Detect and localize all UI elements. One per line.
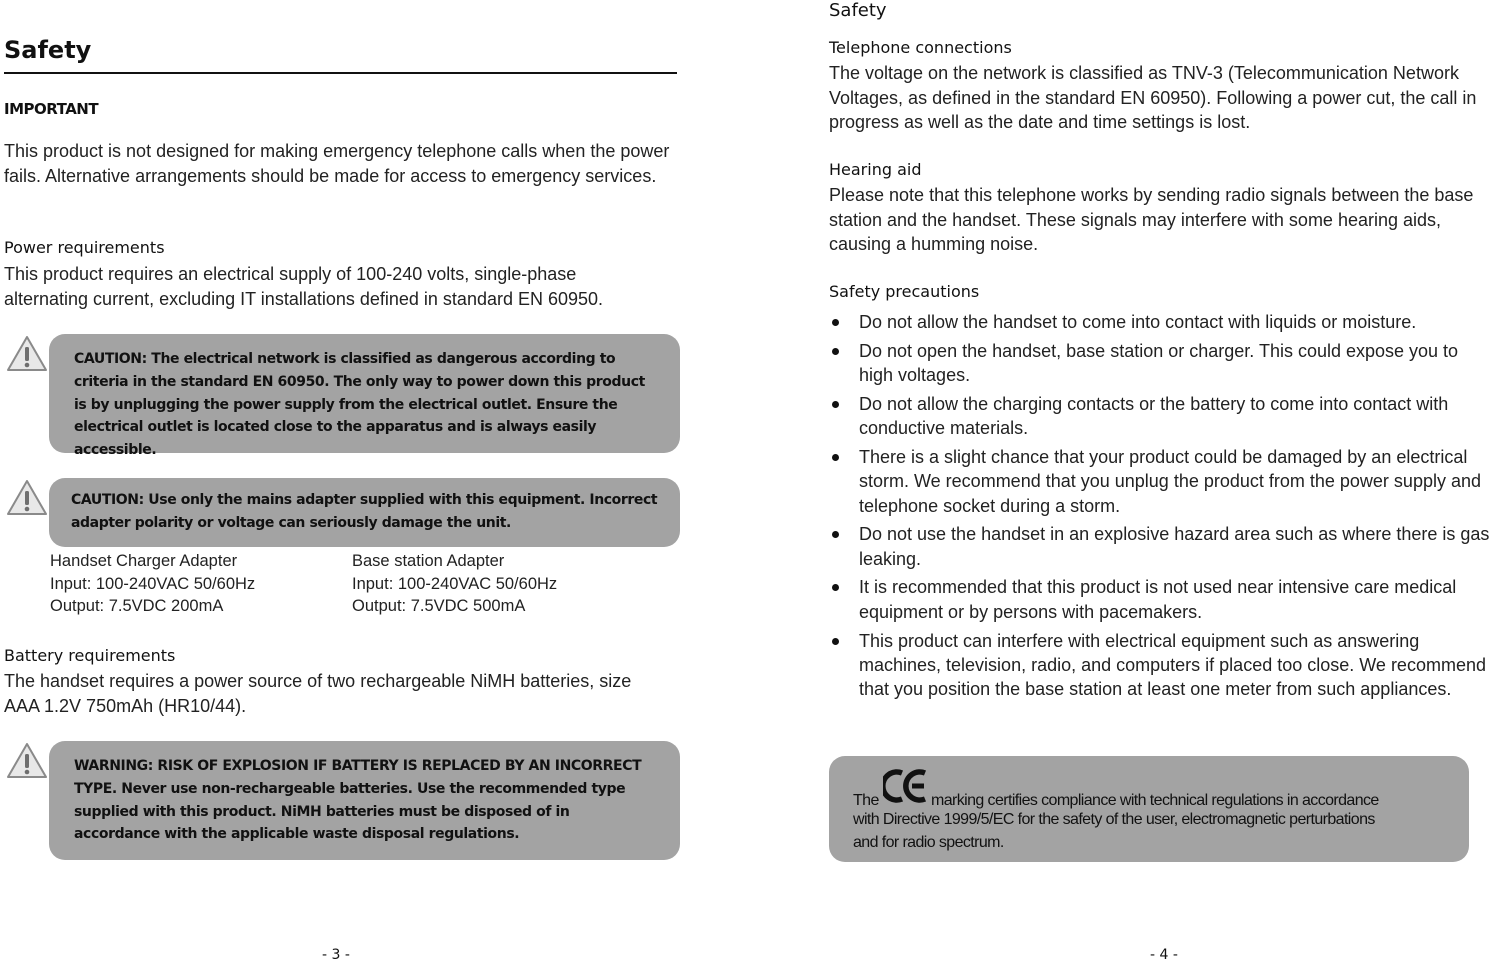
bullet-icon (832, 638, 839, 645)
list-item (830, 445, 1490, 518)
list-item (830, 392, 1490, 441)
list-item-text: There is a slight chance that your product could be damaged by an electrical storm. We recommend that you unplug the product from the power supply and telephone socket during a storm. (859, 446, 1481, 516)
battery-heading: Battery requirements (4, 646, 176, 665)
adapter-name: Base station Adapter (352, 552, 505, 570)
caution-text-1: CAUTION: The electrical network is classified as dangerous according to criteria in the standard EN 60950. The only way to power down this product is by unplugging the power supply from the electrical outlet. Ensure the electrical outlet is located close to the apparatus and is always easily accessible. (74, 351, 645, 459)
list-item (830, 310, 1490, 334)
list-item (830, 575, 1490, 624)
adapter-output: Output: 7.5VDC 200mA (50, 597, 224, 615)
telephone-heading: Telephone connections (829, 38, 1012, 57)
ce-line-1: marking certifies compliance with technical regulations in accordance (931, 792, 1379, 809)
handset-adapter-spec (50, 550, 340, 618)
warning-box (49, 741, 680, 860)
ce-compliance-box (829, 756, 1469, 862)
list-item (830, 629, 1490, 702)
caution-box-1 (49, 334, 680, 459)
bullet-icon (832, 531, 839, 538)
warning-text: WARNING: RISK OF EXPLOSION IF BATTERY IS REPLACED BY AN INCORRECT TYPE. Never use non-rechargeable batteries. Use the recommended type supplied with this product. NiMH batteries must be disposed of in accordance with the applicable waste disposal regulations. (74, 758, 642, 843)
list-item (830, 522, 1490, 571)
list-item-text: Do not allow the charging contacts or the battery to come into contact with conductive materials. (859, 393, 1449, 439)
ce-line-2: with Directive 1999/5/EC for the safety of the user, electromagnetic perturbations (853, 811, 1375, 828)
power-paragraph: This product requires an electrical supply of 100-240 volts, single-phase alternating current, excluding IT installations defined in standard EN 60950. (4, 264, 604, 309)
ce-line-3: and for radio spectrum. (853, 833, 1004, 851)
caution-box-2 (49, 478, 680, 547)
adapter-input: Input: 100-240VAC 50/60Hz (50, 574, 256, 593)
power-heading: Power requirements (4, 238, 165, 257)
list-item-text: This product can interfere with electrical equipment such as answering machines, television, radio, and computers if placed too close. We recommend that you position the base station at least one meter from such appliances. (859, 630, 1486, 700)
page-title: Safety (4, 36, 92, 64)
left-page (0, 0, 690, 962)
base-adapter-spec (352, 550, 652, 618)
hearing-heading: Hearing aid (829, 160, 922, 179)
title-rule (4, 72, 677, 74)
hearing-paragraph: Please note that this telephone works by sending radio signals between the base station and the handset. These signals may interfere with some hearing aids, causing a humming noise. (829, 185, 1474, 254)
precautions-list (830, 310, 1490, 706)
caution-text-2: CAUTION: Use only the mains adapter supplied with this equipment. Incorrect adapter polarity or voltage can seriously damage the unit. (71, 492, 658, 531)
list-item (830, 339, 1490, 388)
warning-triangle-icon (5, 478, 49, 518)
ce-mark-icon (883, 767, 929, 805)
important-heading: IMPORTANT (4, 100, 99, 118)
list-item-text: Do not allow the handset to come into contact with liquids or moisture. (859, 312, 1417, 332)
adapter-output: Output: 7.5VDC 500mA (352, 597, 526, 615)
bullet-icon (832, 319, 839, 326)
intro-paragraph: This product is not designed for making emergency telephone calls when the power fails. Alternative arrangements should be made for access to emergency services. (4, 141, 670, 186)
page-number: - 4 - (1150, 947, 1178, 963)
ce-prefix: The (853, 792, 879, 809)
bullet-icon (832, 401, 839, 408)
bullet-icon (832, 348, 839, 355)
list-item-text: It is recommended that this product is not used near intensive care medical equipment or by persons with pacemakers. (859, 577, 1457, 622)
right-page (828, 0, 1490, 962)
list-item-text: Do not use the handset in an explosive hazard area such as where there is gas leaking. (859, 524, 1490, 569)
running-header: Safety (829, 0, 887, 21)
bullet-icon (832, 584, 839, 591)
warning-triangle-icon (5, 741, 49, 781)
warning-triangle-icon (5, 334, 49, 374)
precautions-heading: Safety precautions (829, 282, 980, 301)
page-number: - 3 - (322, 947, 350, 963)
bullet-icon (832, 454, 839, 461)
adapter-input: Input: 100-240VAC 50/60Hz (352, 574, 558, 593)
battery-paragraph: The handset requires a power source of two rechargeable NiMH batteries, size AAA 1.2V 750mAh (HR10/44). (4, 671, 632, 716)
telephone-paragraph: The voltage on the network is classified as TNV-3 (Telecommunication Network Voltages, as defined in the standard EN 60950). Following a power cut, the call in progress as well as the date and time settings is lost. (829, 63, 1477, 132)
list-item-text: Do not open the handset, base station or charger. This could expose you to high voltages. (859, 340, 1459, 386)
ce-compliance-text (853, 776, 1453, 854)
adapter-name: Handset Charger Adapter (50, 552, 238, 570)
